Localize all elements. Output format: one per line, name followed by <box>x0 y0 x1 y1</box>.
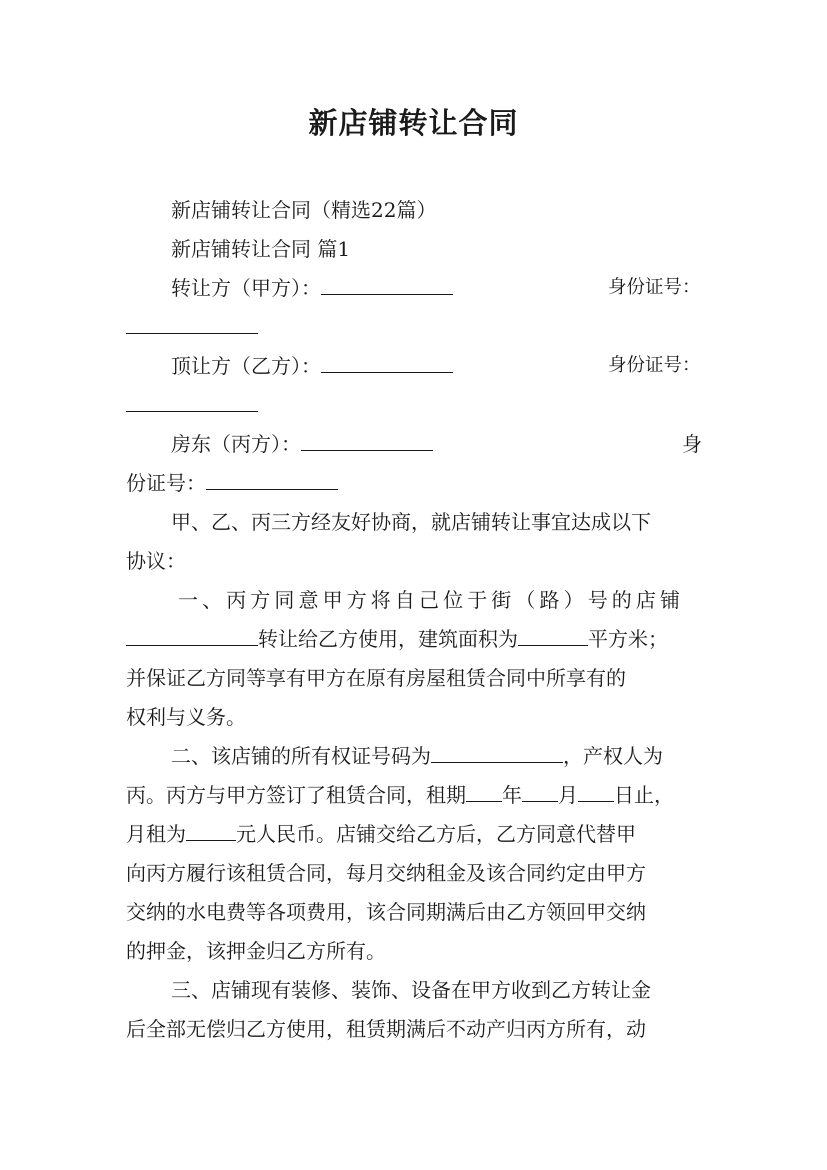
transferor-name-blank <box>321 274 453 295</box>
clause1-shop-blank <box>126 625 258 646</box>
clause2-line-3a: 月租为 <box>126 822 186 846</box>
clause2-line-2d: 日止， <box>614 783 674 807</box>
transferor-id-label: 身份证号： <box>608 277 701 298</box>
transferor-id-row <box>126 312 258 342</box>
transferee-row <box>171 351 453 381</box>
clause2-line-6: 的押金，该押金归乙方所有。 <box>126 939 386 963</box>
transferee-name-blank <box>321 352 453 373</box>
clause3-line-2: 后全部无偿归乙方使用，租赁期满后不动产归丙方所有，动 <box>126 1017 646 1041</box>
clause2-line-1 <box>171 741 663 771</box>
transferor-id-blank <box>126 313 258 334</box>
transferor-row <box>171 273 453 303</box>
clause2-line-2a: 丙。丙方与甲方签订了租赁合同，租期 <box>126 783 466 807</box>
clause2-rent-blank <box>186 820 236 841</box>
subtitle: 新店铺转让合同（精选22篇） <box>171 198 437 222</box>
clause1-line-1: 一、丙方同意甲方将自己位于街（路）号的店铺 <box>178 588 685 612</box>
clause2-month-blank <box>522 781 558 802</box>
clause2-line-1b: ，产权人为 <box>563 744 663 768</box>
section-heading: 新店铺转让合同 篇1 <box>171 237 351 261</box>
clause2-line-2b: 年 <box>502 783 522 807</box>
landlord-label: 房东（丙方）： <box>171 432 301 456</box>
landlord-id-label-tail: 份证号： <box>126 471 206 495</box>
clause1-line-2b: 平方米； <box>588 627 668 651</box>
clause3-line-1: 三、店铺现有装修、装饰、设备在甲方收到乙方转让金 <box>171 978 651 1002</box>
transferee-id-label: 身份证号： <box>608 355 701 376</box>
clause2-line-3 <box>126 819 636 849</box>
clause1-line-4: 权利与义务。 <box>126 705 246 729</box>
landlord-id-row <box>126 468 338 498</box>
intro-line-2: 协议： <box>126 549 186 573</box>
clause2-line-2c: 月 <box>558 783 578 807</box>
clause2-year-blank <box>466 781 502 802</box>
document-title: 新店铺转让合同 <box>308 106 519 140</box>
clause2-day-blank <box>578 781 614 802</box>
intro-line-1: 甲、乙、丙三方经友好协商，就店铺转让事宜达成以下 <box>171 510 651 534</box>
clause1-line-2 <box>126 624 668 654</box>
clause2-line-1a: 二、该店铺的所有权证号码为 <box>171 744 431 768</box>
landlord-row <box>171 429 433 459</box>
transferee-id-row <box>126 390 258 420</box>
transferee-label: 顶让方（乙方）： <box>171 354 321 378</box>
clause1-line-3: 并保证乙方同等享有甲方在原有房屋租赁合同中所享有的 <box>126 666 626 690</box>
clause1-line-2a: 转让给乙方使用，建筑面积为 <box>258 627 518 651</box>
clause1-area-blank <box>518 625 588 646</box>
clause2-cert-blank <box>431 742 563 763</box>
landlord-id-label-head: 身 <box>682 432 702 456</box>
landlord-id-blank <box>206 469 338 490</box>
transferor-label: 转让方（甲方）： <box>171 276 321 300</box>
clause2-line-5: 交纳的水电费等各项费用，该合同期满后由乙方领回甲交纳 <box>126 900 646 924</box>
clause2-line-3b: 元人民币。店铺交给乙方后，乙方同意代替甲 <box>236 822 636 846</box>
clause2-line-2 <box>126 780 674 810</box>
clause2-line-4: 向丙方履行该租赁合同，每月交纳租金及该合同约定由甲方 <box>126 861 646 885</box>
transferee-id-blank <box>126 391 258 412</box>
landlord-name-blank <box>301 430 433 451</box>
